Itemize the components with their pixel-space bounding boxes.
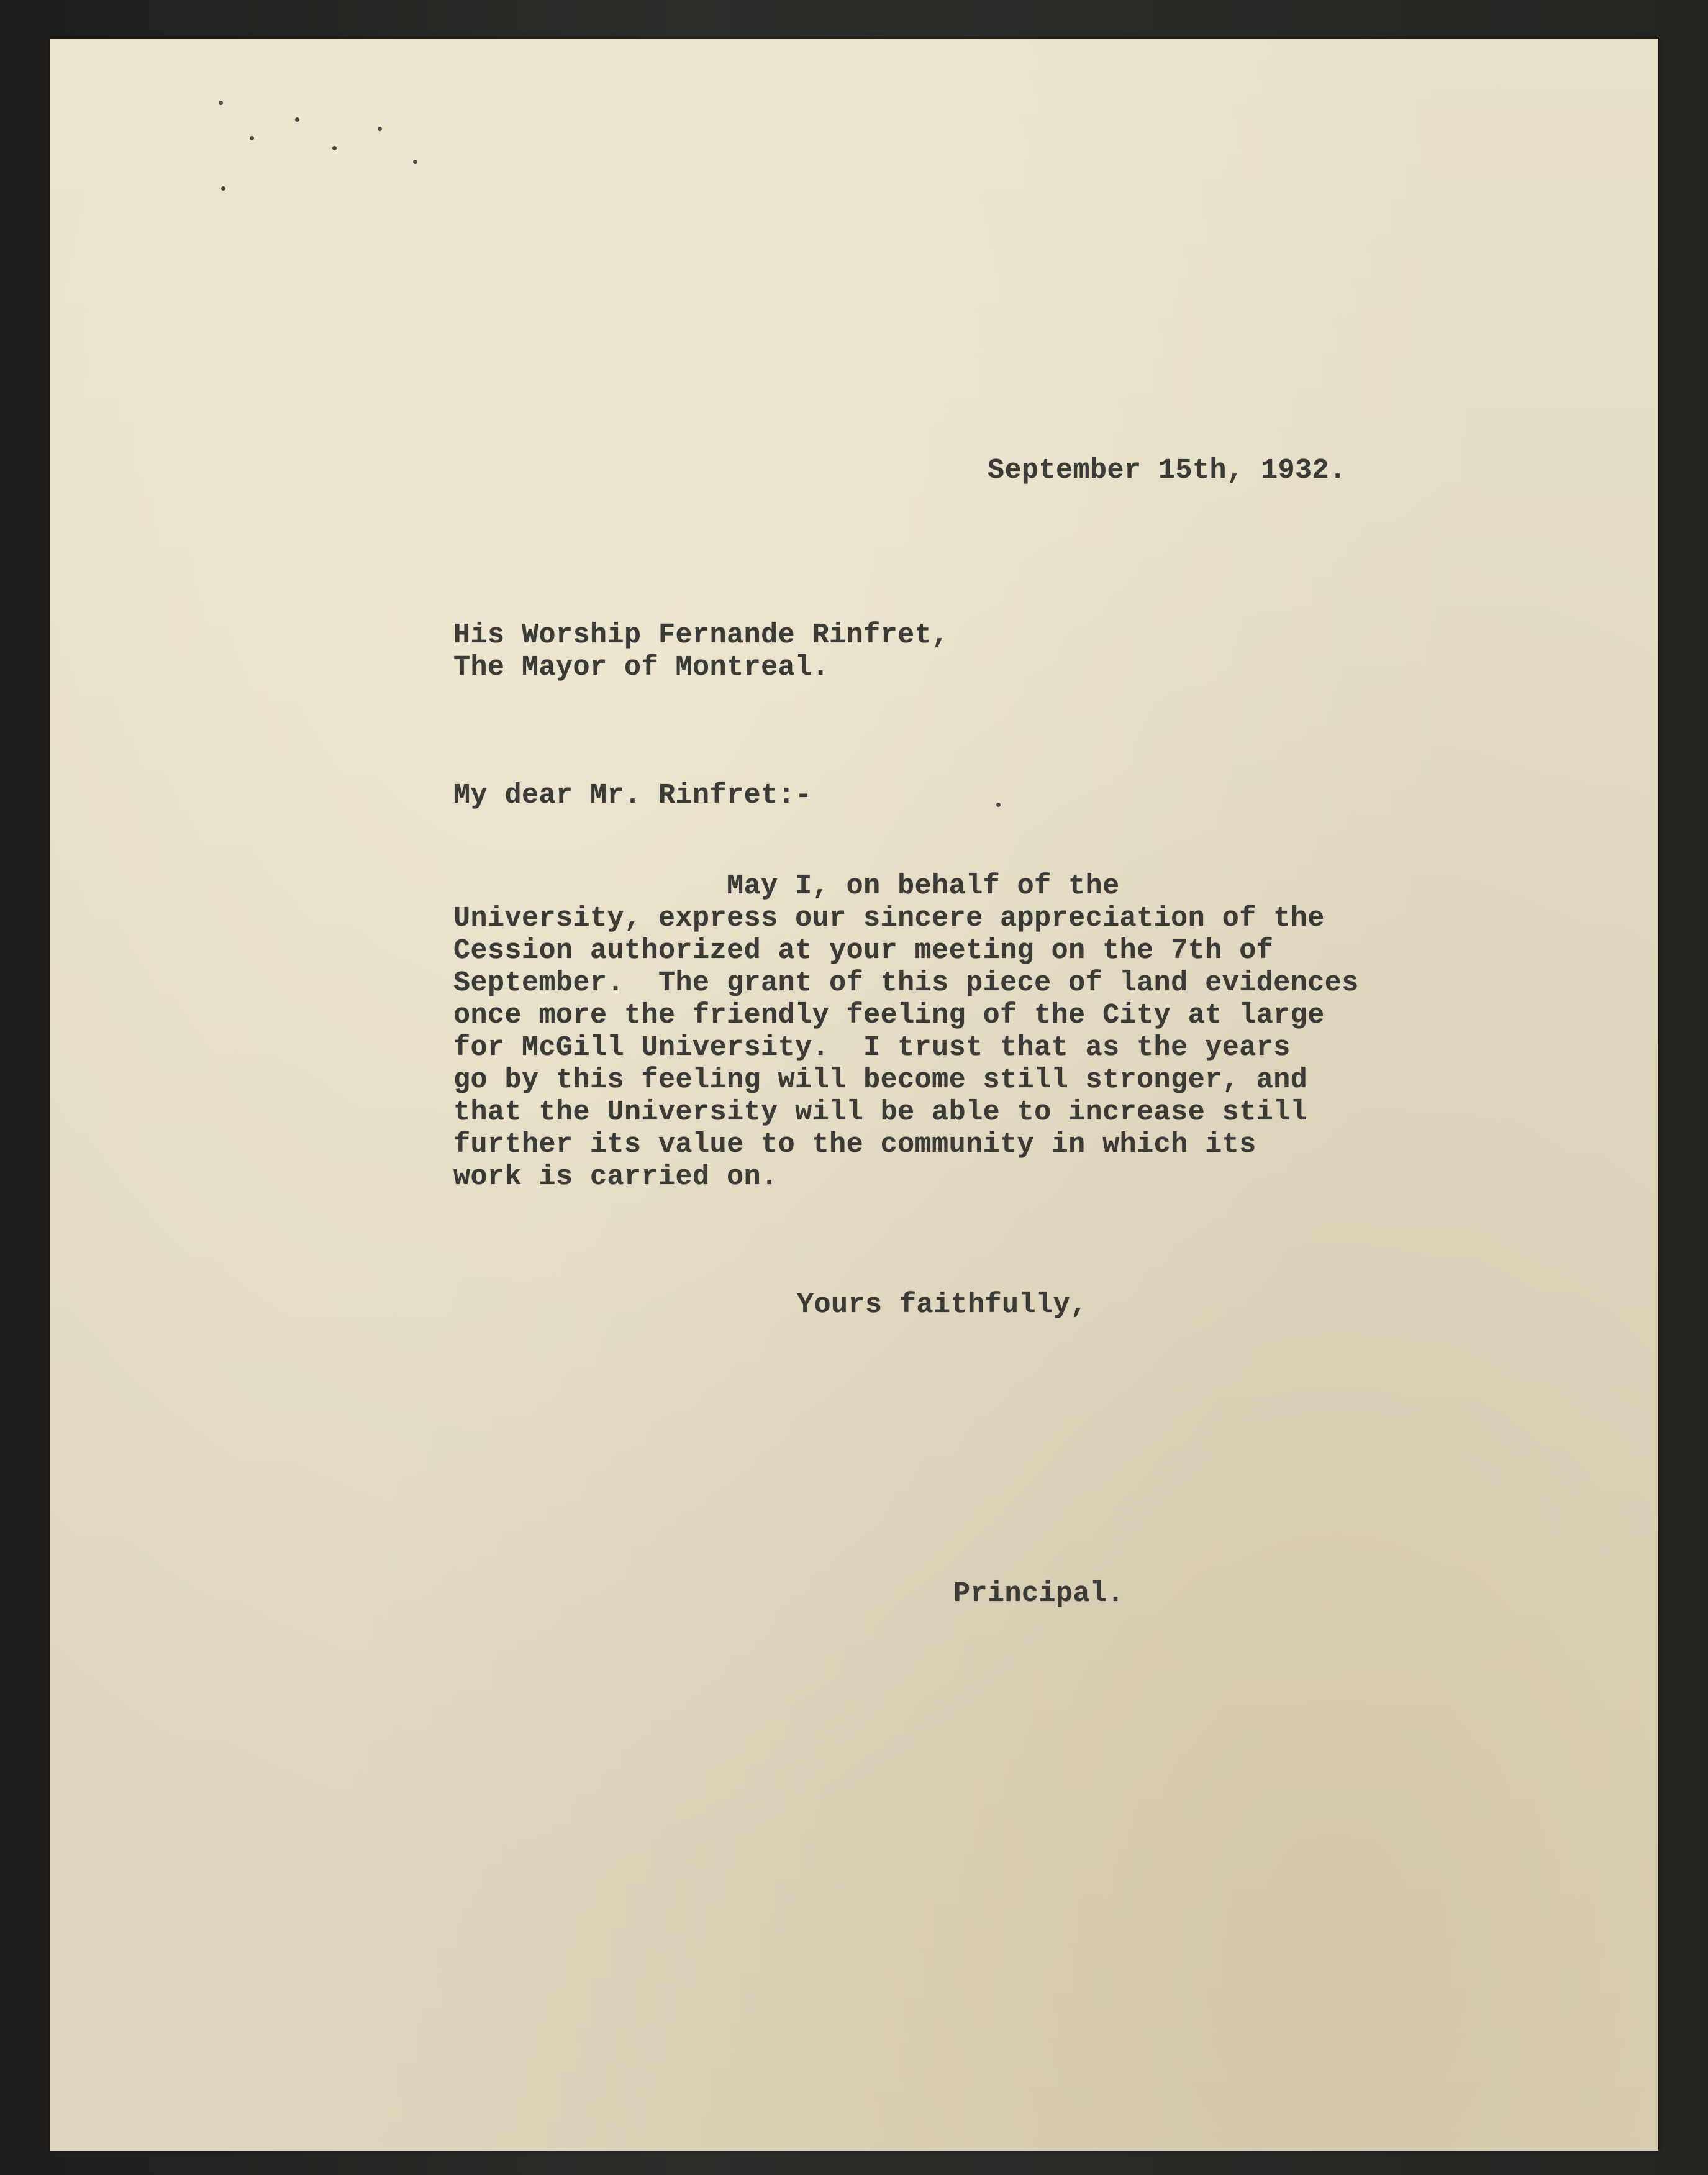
letter-body (453, 870, 1359, 1193)
letter-date: September 15th, 1932. (988, 455, 1347, 486)
body-line: that the University will be able to increase still (453, 1097, 1308, 1128)
body-line: May I, on behalf of the (453, 870, 1120, 902)
signature-title: Principal. (953, 1578, 1125, 1610)
paper-speck (295, 117, 299, 122)
recipient-name: His Worship Fernande Rinfret, (453, 619, 949, 651)
paper-speck (378, 127, 382, 131)
paper-speck (413, 160, 417, 164)
body-line: further its value to the community in which its (453, 1129, 1256, 1160)
salutation: My dear Mr. Rinfret:- (453, 780, 812, 811)
body-line: for McGill University. I trust that as the years (453, 1032, 1291, 1064)
body-line: University, express our sincere appreciation of the (453, 903, 1325, 934)
recipient-title: The Mayor of Montreal. (453, 652, 830, 683)
body-line: go by this feeling will become still stronger, and (453, 1064, 1308, 1096)
body-line: September. The grant of this piece of land evidences (453, 967, 1359, 999)
paper-speck (250, 136, 254, 140)
recipient-address (453, 619, 949, 684)
closing: Yours faithfully, (797, 1289, 1088, 1321)
paper-speck (221, 186, 225, 191)
body-line: work is carried on. (453, 1161, 778, 1193)
paper-speck (219, 101, 223, 105)
body-line: once more the friendly feeling of the City at large (453, 1000, 1325, 1031)
paper-speck (996, 803, 1001, 807)
paper-speck (332, 146, 337, 150)
body-line: Cession authorized at your meeting on the 7th of (453, 935, 1274, 967)
